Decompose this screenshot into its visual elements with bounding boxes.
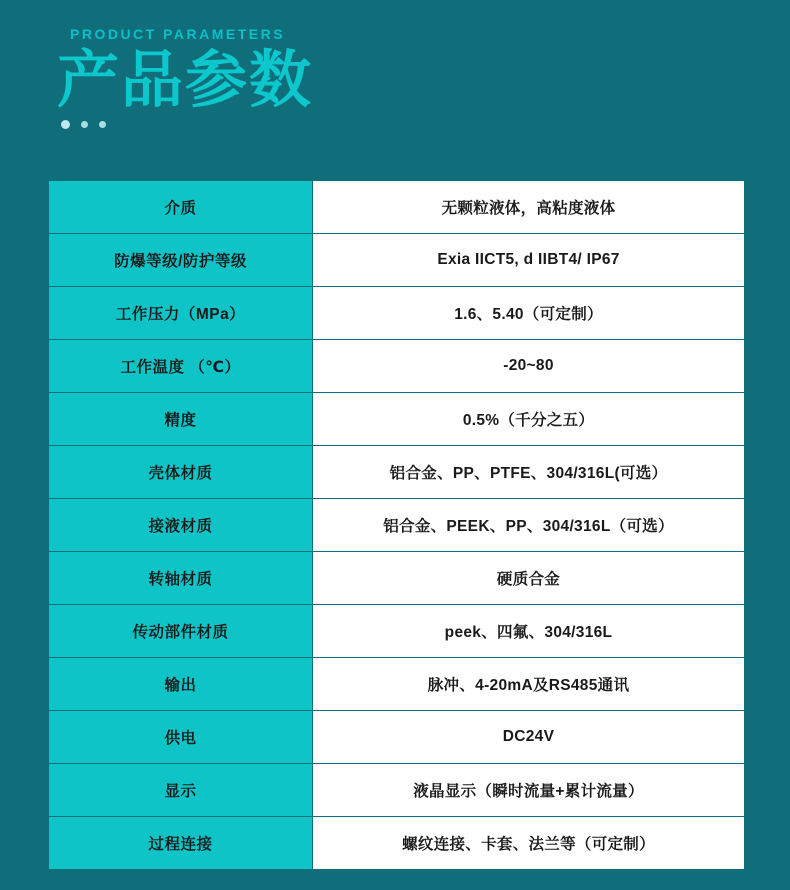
dot-icon [99,121,106,128]
table-row [49,605,745,658]
parameter-label: 壳体材质 [49,446,313,499]
parameter-value: 0.5%（千分之五） [313,393,745,446]
page-title: 产品参数 [57,46,314,115]
parameter-value: 硬质合金 [313,552,745,605]
parameter-value: peek、四氟、304/316L [313,605,745,658]
table-row [49,499,745,552]
parameter-label: 过程连接 [49,817,313,870]
parameter-label: 工作温度 （℃） [49,340,313,393]
parameter-label: 供电 [49,711,313,764]
table-row [49,287,745,340]
parameter-value: 铝合金、PP、PTFE、304/316L(可选） [313,446,745,499]
table-row [49,658,745,711]
dot-icon [81,121,88,128]
parameter-label: 介质 [49,181,313,234]
table-row [49,711,745,764]
parameter-value: 无颗粒液体，高粘度液体 [313,181,745,234]
parameter-value: 铝合金、PEEK、PP、304/316L（可选） [313,499,745,552]
parameter-value: 1.6、5.40（可定制） [313,287,745,340]
table-row [49,552,745,605]
parameter-label: 传动部件材质 [49,605,313,658]
parameters-table [48,180,745,870]
page-header [0,0,790,168]
parameter-value: 螺纹连接、卡套、法兰等（可定制） [313,817,745,870]
footer-spacer [0,880,790,890]
parameter-label: 精度 [49,393,313,446]
table-row [49,446,745,499]
parameter-label: 输出 [49,658,313,711]
parameter-value: Exia IICT5, d IIBT4/ IP67 [313,234,745,287]
table-row [49,764,745,817]
parameter-label: 显示 [49,764,313,817]
table-row [49,393,745,446]
table-row [49,181,745,234]
parameter-value: -20~80 [313,340,745,393]
decorative-dots [61,120,106,129]
parameter-label: 工作压力（MPa） [49,287,313,340]
parameter-label: 接液材质 [49,499,313,552]
dot-icon [61,120,70,129]
parameter-value: 液晶显示（瞬时流量+累计流量） [313,764,745,817]
table-row [49,340,745,393]
parameter-value: 脉冲、4-20mA及RS485通讯 [313,658,745,711]
table-row [49,234,745,287]
parameter-value: DC24V [313,711,745,764]
parameters-table-wrapper [48,180,744,870]
header-eyebrow: PRODUCT PARAMETERS [70,26,286,42]
table-row [49,817,745,870]
parameter-label: 防爆等级/防护等级 [49,234,313,287]
parameter-label: 转轴材质 [49,552,313,605]
